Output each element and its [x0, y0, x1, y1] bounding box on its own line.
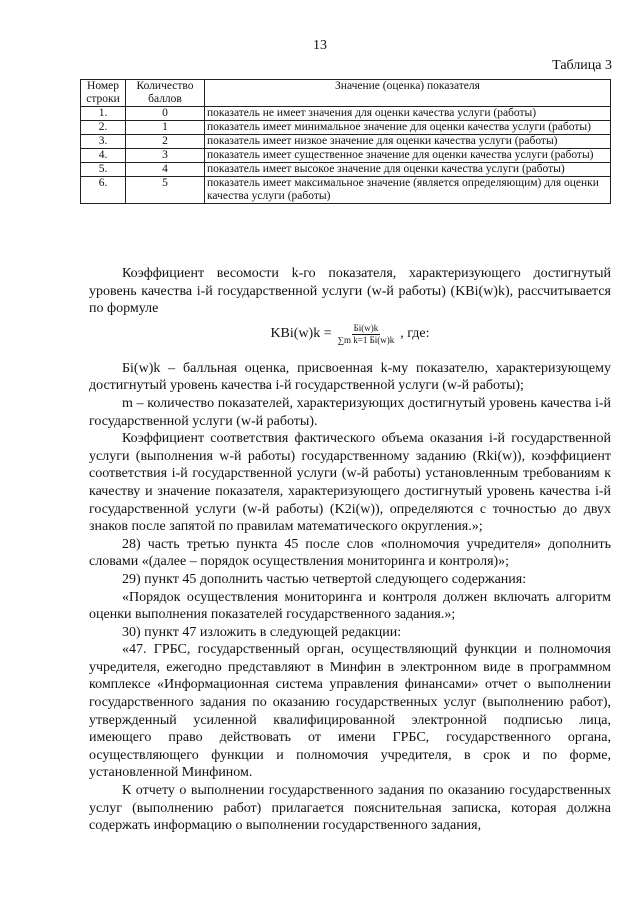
cell-meaning: показатель имеет существенное значение для оценки качества услуги (работы)	[205, 149, 611, 163]
table-row	[81, 121, 611, 135]
cell-meaning: показатель не имеет значения для оценки качества услуги (работы)	[205, 107, 611, 121]
paragraph-item-30: 30) пункт 47 изложить в следующей редакции:	[122, 624, 402, 640]
cell-score: 0	[126, 107, 205, 121]
table-row	[81, 163, 611, 177]
formula-denominator: ∑m k=1 Бi(w)k	[337, 334, 395, 345]
paragraph-item-47: «47. ГРБС, государственный орган, осуществляющий функции и полномочия учредителя, ежегодно представляют в Минфин в электронном виде в программном комплексе «Информационная система управления финансами» отчет о выполнении государственного задания по оказанию государственных услуг (выполнению работ), утвержденный усиленной квалифицированной электронной подписью лица, имеющего право действовать от имени ГРБС, государственного органа, осуществляющего функции и полномочия учредителя, в срок и по форме, установленной Минфином.	[89, 642, 611, 781]
paragraph-monitoring-order: «Порядок осуществления мониторинга и контроля должен включать алгоритм оценки выполнения показателей государственного задания.»;	[89, 589, 611, 623]
table-row	[81, 177, 611, 204]
body-text	[89, 265, 611, 835]
paragraph-score-definition: Бi(w)k – балльная оценка, присвоенная k-му показателю, характеризующему достигнутый уровень качества i-й государственной услуги (w-й работы);	[89, 360, 611, 394]
page-number: 13	[313, 38, 327, 53]
cell-row-number: 3.	[81, 135, 126, 149]
cell-meaning: показатель имеет максимальное значение (является определяющим) для оценки качества услуги (работы)	[205, 177, 611, 204]
table-row	[81, 135, 611, 149]
paragraph-m-definition: m – количество показателей, характеризующих достигнутый уровень качества i-й государственной услуги (w-й работы).	[89, 395, 611, 429]
formula-tail: , где:	[400, 326, 430, 342]
cell-meaning: показатель имеет минимальное значение для оценки качества услуги (работы)	[205, 121, 611, 135]
paragraph-item-28: 28) часть третью пункта 45 после слов «полномочия учредителя» дополнить словами «(далее – порядок осуществления мониторинга и контроля)»;	[89, 536, 611, 570]
cell-score: 4	[126, 163, 205, 177]
header-score: Количество баллов	[126, 80, 205, 107]
cell-score: 1	[126, 121, 205, 135]
cell-row-number: 5.	[81, 163, 126, 177]
paragraph-conformity-coefficient: Коэффициент соответствия фактического объема оказания i-й государственной услуги (выполнения w-й работы) государственному заданию (Rki(w)), коэффициент соответствия i-й государственной услуги (w-й работы) установленным требованиям к качеству и значение показателя, характеризующего достигнутый уровень качества i-й государственной услуги (w-й работы) (K2i(w)), определяются с точностью до двух знаков после запятой по правилам математического округления.»;	[89, 431, 611, 535]
cell-meaning: показатель имеет низкое значение для оценки качества услуги (работы)	[205, 135, 611, 149]
header-meaning: Значение (оценка) показателя	[205, 80, 611, 107]
cell-score: 3	[126, 149, 205, 163]
table-row	[81, 107, 611, 121]
header-row-number: Номер строки	[81, 80, 126, 107]
cell-score: 2	[126, 135, 205, 149]
scores-table	[80, 79, 611, 204]
formula-numerator: Бi(w)k	[353, 322, 379, 333]
cell-score: 5	[126, 177, 205, 204]
table-header-row	[81, 80, 611, 107]
weight-formula	[89, 323, 611, 346]
table-row	[81, 149, 611, 163]
cell-row-number: 1.	[81, 107, 126, 121]
formula-lhs: KBi(w)k =	[270, 326, 332, 342]
formula-fraction	[336, 323, 397, 346]
cell-row-number: 6.	[81, 177, 126, 204]
cell-meaning: показатель имеет высокое значение для оценки качества услуги (работы)	[205, 163, 611, 177]
paragraph-explanatory-note: К отчету о выполнении государственного задания по оказанию государственных услуг (выполнению работ) прилагается пояснительная записка, которая должна содержать информацию о выполнении государственного задания,	[89, 783, 611, 834]
cell-row-number: 4.	[81, 149, 126, 163]
table-caption: Таблица 3	[552, 58, 612, 73]
paragraph-weight-coefficient: Коэффициент весомости k-го показателя, характеризующего достигнутый уровень качества i-й государственной услуги (w-й работы) (KBi(w)k), рассчитывается по формуле	[89, 266, 611, 317]
paragraph-item-29: 29) пункт 45 дополнить частью четвертой следующего содержания:	[122, 571, 527, 587]
cell-row-number: 2.	[81, 121, 126, 135]
